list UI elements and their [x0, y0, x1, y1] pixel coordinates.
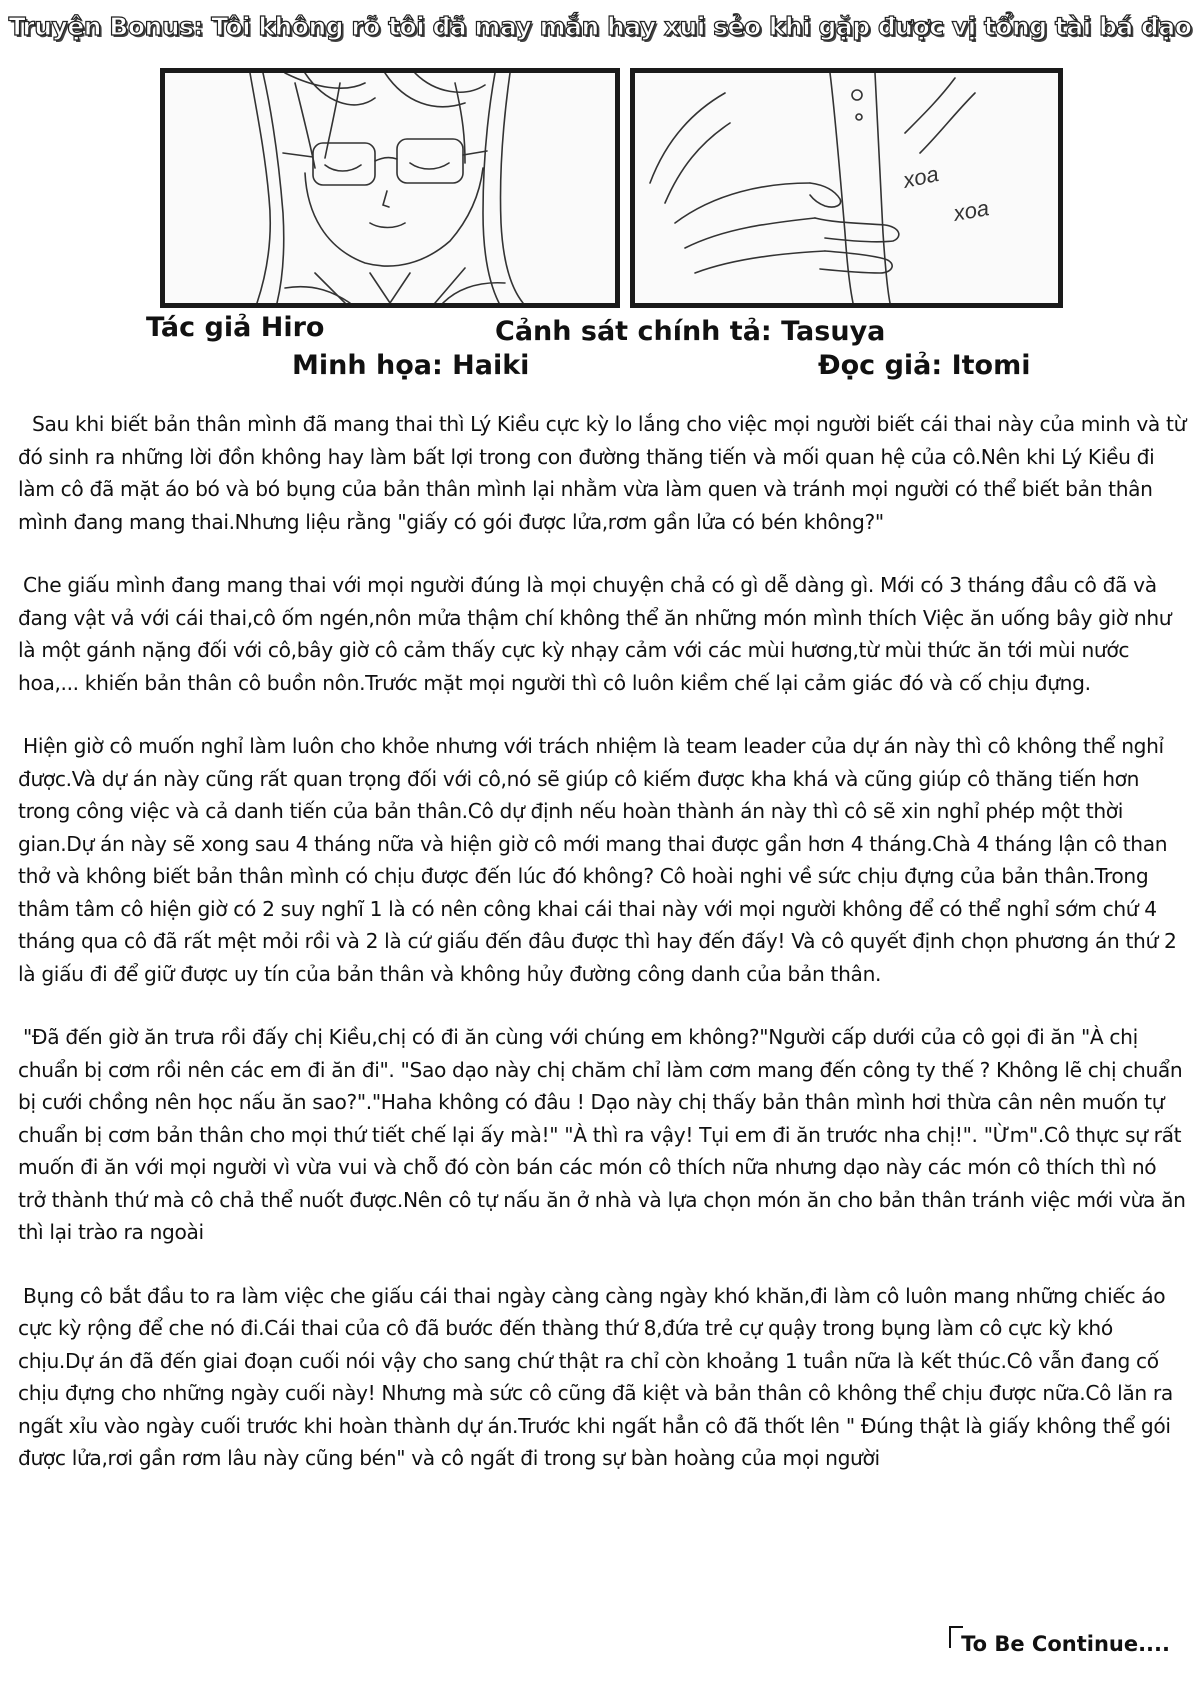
- story-paragraph-5: Bụng cô bắt đầu to ra làm việc che giấu cái thai ngày càng càng ngày khó khăn,đi làm cô luôn mang những chiếc áo cực kỳ rộng để che nó đi.Cái thai của cô đã bước đến thàng thứ 8,đứa trẻ cự quậy trong bụng làm cô cực kỳ khó chịu.Dự án đã đến giai đoạn cuối nói vậy cho sang chứ thật ra chỉ còn khoảng 1 tuần nữa là kết thúc.Cô vẫn đang cố chịu đựng cho những ngày cuối này! Nhưng mà sức cô cũng đã kiệt và bản thân cô không thể chịu được nữa.Cô lăn ra ngất xỉu vào ngày cuối trước khi hoàn thành dự án.Trước khi ngất hẳn cô đã thốt lên " Đúng thật là giấy không thể gói được lửa,rơi gần rơm lâu này cũng bén" và cô ngất đi trong sự bàn hoàng của mọi người: [18, 1283, 1173, 1470]
- to-be-continued: [949, 1626, 1178, 1660]
- sfx-text-2: xoa: [951, 195, 991, 226]
- story-paragraph-1: Sau khi biết bản thân mình đã mang thai thì Lý Kiều cực kỳ lo lắng cho việc mọi người biết cái thai này của minh và từ đó sinh ra những lời đồn không hay làm bất lợi trong con đường thăng tiến và mối quan hệ của cô.Nên khi Lý Kiều đi làm cô đã mặt áo bó và bó bụng của bản thân mình lại nhằm vừa làm quen và tránh mọi người có thể biết bản thân mình đang mang thai.Nhưng liệu rằng "giấy có gói được lửa,rơm gần lửa có bén không?": [18, 412, 1187, 534]
- credit-author: Tác giả Hiro: [146, 312, 325, 343]
- story-paragraph-3: Hiện giờ cô muốn nghỉ làm luôn cho khỏe nhưng với trách nhiệm là team leader của dự án này thì cô không thể nghỉ được.Và dự án này cũng rất quan trọng đối với cô,nó sẽ giúp cô kiếm được kha khá và cũng giúp cô thăng tiến hơn trong công việc và cả danh tiến của bản thân.Cô dự định nếu hoàn thành án này thì cô sẽ xin nghỉ phép một thời gian.Dự án này sẽ xong sau 4 tháng nữa và hiện giờ cô mới mang thai được gần hơn 4 tháng.Chà 4 tháng lận cô than thở và không biết bản thân mình có chịu được đến lúc đó không? Cô hoài nghi về sức chịu đựng của bản thân.Trong thâm tâm cô hiện giờ có 2 suy nghĩ 1 là có nên công khai cái thai này với mọi người không để có thể nghỉ sớm chứ 4 tháng qua cô đã rất mệt mỏi rồi và 2 là cứ giấu đến đâu được thì hay đến đấy! Và cô quyết định chọn phương án thứ 2 là giấu đi để giữ được uy tín của bản thân và không hủy đường công danh của bản thân.: [18, 734, 1177, 986]
- to-be-continued-label: To Be Continue....: [961, 1632, 1170, 1656]
- credit-illustrator: Minh họa: Haiki: [292, 350, 530, 381]
- sfx-text-1: xoa: [900, 161, 941, 193]
- story-body: [18, 408, 1188, 1506]
- manga-panel-hand: [630, 68, 1063, 308]
- credit-proofreader: Cảnh sát chính tả: Tasuya: [495, 316, 886, 347]
- story-title: Truyện Bonus: Tôi không rõ tôi đã may mắn hay xui sẻo khi gặp được vị tổng tài bá đạo: [8, 12, 1192, 41]
- story-paragraph-2: Che giấu mình đang mang thai với mọi người đúng là mọi chuyện chả có gì dễ dàng gì. Mới có 3 tháng đầu cô đã và đang vật vả với cái thai,cô ốm ngén,nôn mửa thậm chí không thể ăn những món mình thích Việc ăn uống bây giờ như là một gánh nặng đối với cô,bây giờ cô cảm thấy cực kỳ nhạy cảm với các mùi hương,từ mùi thức ăn tới mùi nước hoa,... khiến bản thân cô buồn nôn.Trước mặt mọi người thì cô luôn kiềm chế lại cảm giác đó và cố chịu đựng.: [18, 573, 1172, 695]
- hand-illustration: [635, 73, 1058, 303]
- girl-illustration: [165, 73, 615, 303]
- credit-reader: Đọc giả: Itomi: [818, 350, 1031, 381]
- manga-panel-girl: [160, 68, 620, 308]
- corner-bracket-icon: [949, 1626, 963, 1648]
- story-paragraph-4: "Đã đến giờ ăn trưa rồi đấy chị Kiều,chị có đi ăn cùng với chúng em không?"Người cấp dưới của cô gọi đi ăn "À chị chuẩn bị cơm rồi nên các em đi ăn đi". "Sao dạo này chị chăm chỉ làm cơm mang đến công ty thế ? Không lẽ chị chuẩn bị cưới chồng nên học nấu ăn sao?"."Haha không có đâu ! Dạo này chị thấy bản thân mình hơi thừa cân nên muốn tự chuẩn bị cơm bản thân cho mọi thứ tiết chế lại ấy mà!" "À thì ra vậy! Tụi em đi ăn trước nha chị!". "Ừm".Cô thực sự rất muốn đi ăn với mọi người vì vừa vui và chỗ đó còn bán các món cô thích nữa nhưng dạo này các món cô thích thì nó trở thành thứ mà cô chả thể nuốt được.Nên cô tự nấu ăn ở nhà và lựa chọn món ăn cho bản thân tránh việc mới vừa ăn thì lại trào ra ngoài: [18, 1025, 1186, 1244]
